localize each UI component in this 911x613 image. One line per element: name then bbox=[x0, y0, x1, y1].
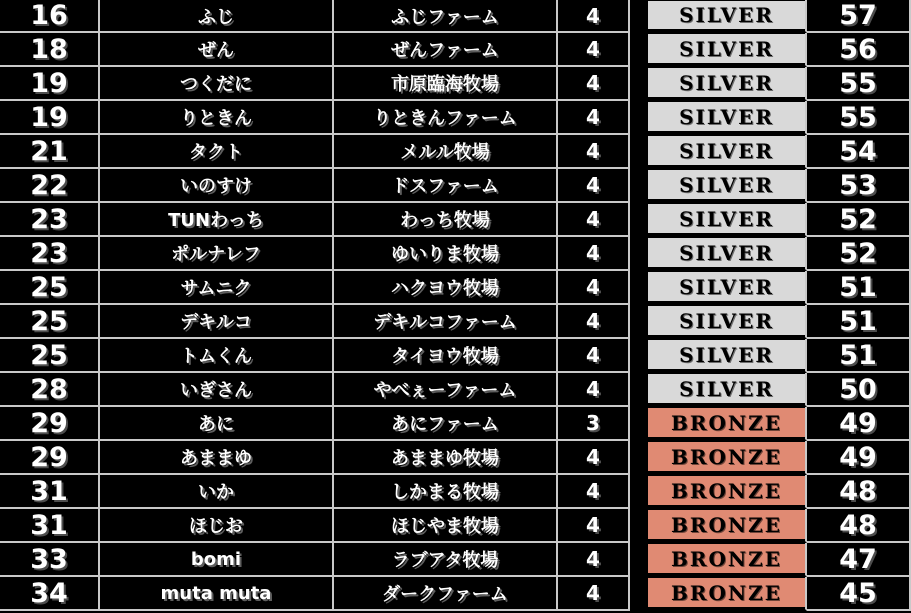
tier-badge: SILVER bbox=[648, 170, 805, 199]
farm-name-cell: メルル牧場 bbox=[334, 135, 558, 169]
player-name-cell: りときん bbox=[100, 101, 334, 135]
farm-name-cell: タイヨウ牧場 bbox=[334, 339, 558, 373]
count-cell: 4 bbox=[558, 373, 630, 407]
rank-cell: 29 bbox=[0, 407, 100, 441]
count-cell: 4 bbox=[558, 475, 630, 509]
rank-cell: 31 bbox=[0, 509, 100, 543]
farm-name-cell: ラブアタ牧場 bbox=[334, 543, 558, 577]
tier-badge-cell bbox=[630, 577, 807, 611]
table-row bbox=[0, 305, 911, 339]
count-cell: 4 bbox=[558, 339, 630, 373]
tier-badge-cell bbox=[630, 373, 807, 407]
rank-cell: 31 bbox=[0, 475, 100, 509]
rank-cell: 21 bbox=[0, 135, 100, 169]
score-cell: 55 bbox=[807, 101, 911, 135]
count-cell: 4 bbox=[558, 271, 630, 305]
player-name-cell: いぎさん bbox=[100, 373, 334, 407]
score-cell: 51 bbox=[807, 339, 911, 373]
tier-badge: SILVER bbox=[648, 136, 805, 165]
tier-badge-cell bbox=[630, 0, 807, 33]
tier-badge: SILVER bbox=[648, 272, 805, 301]
player-name-cell: ポルナレフ bbox=[100, 237, 334, 271]
rank-cell: 22 bbox=[0, 169, 100, 203]
farm-name-cell: ゆいりま牧場 bbox=[334, 237, 558, 271]
table-row bbox=[0, 0, 911, 33]
farm-name-cell: ぜんファーム bbox=[334, 33, 558, 67]
farm-name-cell: ハクヨウ牧場 bbox=[334, 271, 558, 305]
count-cell: 4 bbox=[558, 101, 630, 135]
count-cell: 4 bbox=[558, 0, 630, 33]
farm-name-cell: デキルコファーム bbox=[334, 305, 558, 339]
player-name-cell: ほじお bbox=[100, 509, 334, 543]
player-name-cell: いか bbox=[100, 475, 334, 509]
player-name-cell: サムニク bbox=[100, 271, 334, 305]
table-row bbox=[0, 441, 911, 475]
table-row bbox=[0, 373, 911, 407]
score-cell: 48 bbox=[807, 509, 911, 543]
player-name-cell: デキルコ bbox=[100, 305, 334, 339]
farm-name-cell: あままゆ牧場 bbox=[334, 441, 558, 475]
farm-name-cell: ほじやま牧場 bbox=[334, 509, 558, 543]
count-cell: 4 bbox=[558, 577, 630, 611]
table-row bbox=[0, 543, 911, 577]
score-cell: 52 bbox=[807, 203, 911, 237]
count-cell: 4 bbox=[558, 33, 630, 67]
player-name-cell: bomi bbox=[100, 543, 334, 577]
tier-badge-cell bbox=[630, 441, 807, 475]
rank-cell: 23 bbox=[0, 237, 100, 271]
tier-badge: SILVER bbox=[648, 102, 805, 131]
rank-cell: 28 bbox=[0, 373, 100, 407]
score-cell: 55 bbox=[807, 67, 911, 101]
tier-badge-cell bbox=[630, 339, 807, 373]
score-cell: 57 bbox=[807, 0, 911, 33]
farm-name-cell: わっち牧場 bbox=[334, 203, 558, 237]
farm-name-cell: しかまる牧場 bbox=[334, 475, 558, 509]
rank-cell: 25 bbox=[0, 305, 100, 339]
rank-cell: 18 bbox=[0, 33, 100, 67]
tier-badge: SILVER bbox=[648, 34, 805, 63]
count-cell: 4 bbox=[558, 135, 630, 169]
rank-cell: 19 bbox=[0, 67, 100, 101]
count-cell: 3 bbox=[558, 407, 630, 441]
score-cell: 50 bbox=[807, 373, 911, 407]
player-name-cell: あままゆ bbox=[100, 441, 334, 475]
count-cell: 4 bbox=[558, 441, 630, 475]
score-cell: 51 bbox=[807, 271, 911, 305]
rank-cell: 29 bbox=[0, 441, 100, 475]
player-name-cell: トムくん bbox=[100, 339, 334, 373]
farm-name-cell: ダークファーム bbox=[334, 577, 558, 611]
tier-badge: BRONZE bbox=[648, 476, 805, 505]
count-cell: 4 bbox=[558, 305, 630, 339]
farm-name-cell: 市原臨海牧場 bbox=[334, 67, 558, 101]
score-cell: 45 bbox=[807, 577, 911, 611]
score-cell: 49 bbox=[807, 441, 911, 475]
tier-badge-cell bbox=[630, 135, 807, 169]
player-name-cell: ふじ bbox=[100, 0, 334, 33]
score-cell: 47 bbox=[807, 543, 911, 577]
score-cell: 54 bbox=[807, 135, 911, 169]
rank-cell: 33 bbox=[0, 543, 100, 577]
score-cell: 56 bbox=[807, 33, 911, 67]
player-name-cell: muta muta bbox=[100, 577, 334, 611]
tier-badge: SILVER bbox=[648, 1, 805, 29]
table-row bbox=[0, 339, 911, 373]
score-cell: 49 bbox=[807, 407, 911, 441]
table-row bbox=[0, 33, 911, 67]
player-name-cell: TUNわっち bbox=[100, 203, 334, 237]
score-cell: 53 bbox=[807, 169, 911, 203]
tier-badge-cell bbox=[630, 407, 807, 441]
player-name-cell: ぜん bbox=[100, 33, 334, 67]
tier-badge-cell bbox=[630, 305, 807, 339]
player-name-cell: つくだに bbox=[100, 67, 334, 101]
table-row bbox=[0, 475, 911, 509]
tier-badge: SILVER bbox=[648, 238, 805, 267]
farm-name-cell: あにファーム bbox=[334, 407, 558, 441]
count-cell: 4 bbox=[558, 237, 630, 271]
table-row bbox=[0, 135, 911, 169]
rank-cell: 25 bbox=[0, 271, 100, 305]
rank-cell: 16 bbox=[0, 0, 100, 33]
farm-name-cell: ふじファーム bbox=[334, 0, 558, 33]
count-cell: 4 bbox=[558, 203, 630, 237]
count-cell: 4 bbox=[558, 169, 630, 203]
player-name-cell: タクト bbox=[100, 135, 334, 169]
player-name-cell: いのすけ bbox=[100, 169, 334, 203]
tier-badge-cell bbox=[630, 67, 807, 101]
tier-badge-cell bbox=[630, 509, 807, 543]
rank-cell: 25 bbox=[0, 339, 100, 373]
table-row bbox=[0, 577, 911, 611]
tier-badge: BRONZE bbox=[648, 578, 805, 607]
farm-name-cell: りときんファーム bbox=[334, 101, 558, 135]
count-cell: 4 bbox=[558, 67, 630, 101]
tier-badge-cell bbox=[630, 203, 807, 237]
tier-badge-cell bbox=[630, 33, 807, 67]
farm-name-cell: やべぇーファーム bbox=[334, 373, 558, 407]
table-row bbox=[0, 271, 911, 305]
rank-cell: 19 bbox=[0, 101, 100, 135]
tier-badge-cell bbox=[630, 237, 807, 271]
tier-badge: SILVER bbox=[648, 374, 805, 403]
table-row bbox=[0, 237, 911, 271]
table-row bbox=[0, 509, 911, 543]
tier-badge: BRONZE bbox=[648, 442, 805, 471]
tier-badge: SILVER bbox=[648, 68, 805, 97]
tier-badge-cell bbox=[630, 169, 807, 203]
tier-badge-cell bbox=[630, 101, 807, 135]
rank-cell: 34 bbox=[0, 577, 100, 611]
score-cell: 48 bbox=[807, 475, 911, 509]
tier-badge-cell bbox=[630, 271, 807, 305]
rank-cell: 23 bbox=[0, 203, 100, 237]
player-name-cell: あに bbox=[100, 407, 334, 441]
score-cell: 51 bbox=[807, 305, 911, 339]
tier-badge: SILVER bbox=[648, 204, 805, 233]
score-cell: 52 bbox=[807, 237, 911, 271]
table-row bbox=[0, 203, 911, 237]
tier-badge-cell bbox=[630, 543, 807, 577]
tier-badge: SILVER bbox=[648, 306, 805, 335]
count-cell: 4 bbox=[558, 543, 630, 577]
tier-badge: BRONZE bbox=[648, 408, 805, 437]
table-row bbox=[0, 67, 911, 101]
farm-name-cell: ドスファーム bbox=[334, 169, 558, 203]
count-cell: 4 bbox=[558, 509, 630, 543]
tier-badge-cell bbox=[630, 475, 807, 509]
table-row bbox=[0, 169, 911, 203]
table-row bbox=[0, 101, 911, 135]
tier-badge: SILVER bbox=[648, 340, 805, 369]
tier-badge: BRONZE bbox=[648, 510, 805, 539]
table-row bbox=[0, 407, 911, 441]
tier-badge: BRONZE bbox=[648, 544, 805, 573]
